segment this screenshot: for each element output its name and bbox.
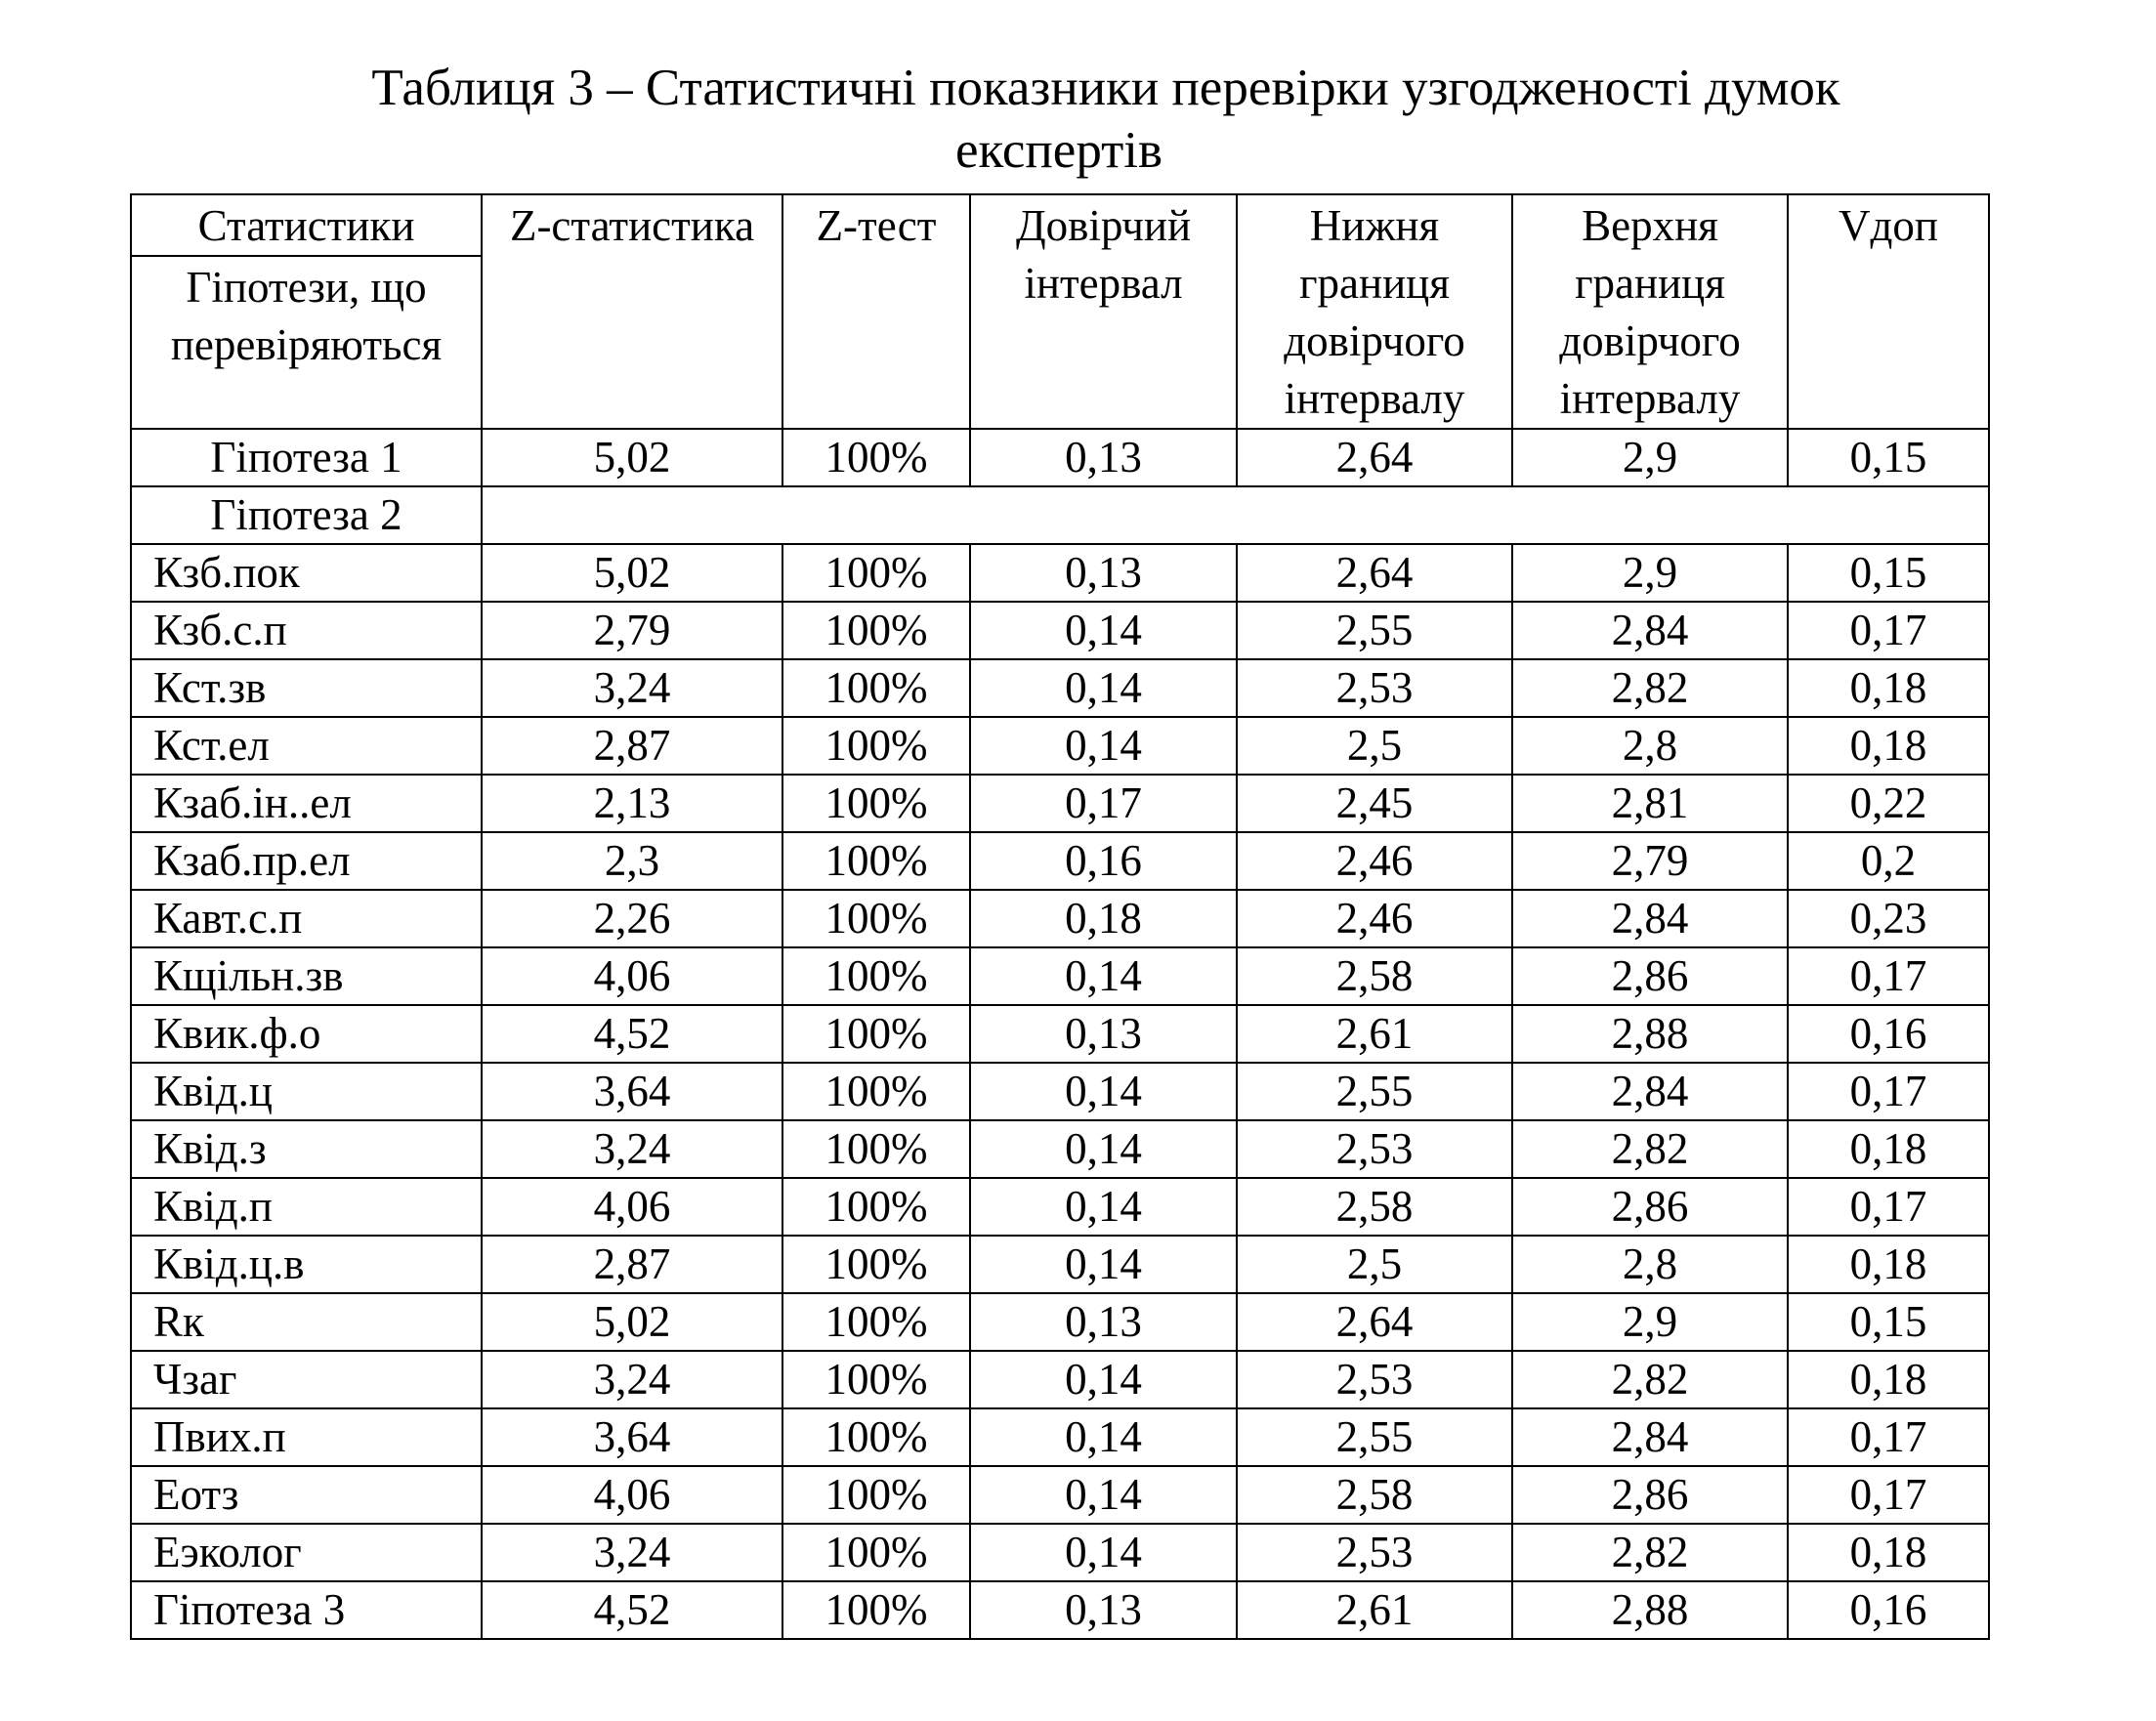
cell-lower-bound: 2,64	[1237, 429, 1512, 486]
table-row	[131, 1293, 1989, 1351]
cell-upper-bound: 2,84	[1512, 602, 1788, 659]
cell-v-dop: 0,2	[1788, 832, 1989, 890]
cell-lower-bound: 2,55	[1237, 602, 1512, 659]
cell-confidence-interval: 0,17	[970, 775, 1237, 832]
statistics-table	[130, 193, 1990, 1640]
cell-v-dop: 0,18	[1788, 1351, 1989, 1408]
cell-v-dop: 0,18	[1788, 659, 1989, 717]
cell-z-test: 100%	[782, 717, 970, 775]
row-label: Гіпотеза 1	[131, 429, 482, 486]
row-label: Квик.ф.о	[131, 1005, 482, 1063]
cell-upper-bound: 2,81	[1512, 775, 1788, 832]
table-row-hypothesis-3	[131, 1581, 1989, 1639]
cell-z-statistic: 3,24	[482, 1351, 782, 1408]
cell-confidence-interval: 0,14	[970, 659, 1237, 717]
cell-lower-bound: 2,64	[1237, 544, 1512, 602]
cell-v-dop: 0,15	[1788, 429, 1989, 486]
cell-z-test: 100%	[782, 832, 970, 890]
header-hypotheses: Гіпотези, що перевіряються	[131, 256, 482, 429]
cell-confidence-interval: 0,14	[970, 1408, 1237, 1466]
table-caption-line-2: експертів	[954, 122, 1163, 179]
cell-z-statistic: 4,06	[482, 947, 782, 1005]
cell-lower-bound: 2,55	[1237, 1408, 1512, 1466]
cell-z-statistic: 2,13	[482, 775, 782, 832]
row-label: Квід.п	[131, 1178, 482, 1236]
cell-confidence-interval: 0,14	[970, 717, 1237, 775]
cell-v-dop: 0,15	[1788, 544, 1989, 602]
cell-z-test: 100%	[782, 1120, 970, 1178]
cell-upper-bound: 2,9	[1512, 544, 1788, 602]
row-label: Кавт.с.п	[131, 890, 482, 947]
cell-upper-bound: 2,8	[1512, 717, 1788, 775]
table-caption-line-1: Таблиця 3 – Статистичні показники перевірки узгодженості думок	[371, 60, 1840, 116]
cell-z-test: 100%	[782, 544, 970, 602]
row-label: Кзаб.пр.ел	[131, 832, 482, 890]
cell-upper-bound: 2,84	[1512, 890, 1788, 947]
table-row	[131, 775, 1989, 832]
header-v-dop: Vдоп	[1788, 194, 1989, 429]
cell-upper-bound: 2,88	[1512, 1005, 1788, 1063]
row-label: Кщільн.зв	[131, 947, 482, 1005]
cell-lower-bound: 2,5	[1237, 717, 1512, 775]
cell-confidence-interval: 0,13	[970, 1581, 1237, 1639]
row-label: Кст.ел	[131, 717, 482, 775]
row-label: Кзб.пок	[131, 544, 482, 602]
cell-v-dop: 0,15	[1788, 1293, 1989, 1351]
cell-v-dop: 0,17	[1788, 947, 1989, 1005]
row-label: Пвих.п	[131, 1408, 482, 1466]
cell-confidence-interval: 0,18	[970, 890, 1237, 947]
header-z-test: Z-тест	[782, 194, 970, 429]
cell-confidence-interval: 0,13	[970, 1005, 1237, 1063]
table-caption	[130, 57, 1988, 182]
row-label: Гіпотеза 2	[131, 486, 482, 544]
cell-v-dop: 0,17	[1788, 1063, 1989, 1120]
cell-upper-bound: 2,79	[1512, 832, 1788, 890]
cell-z-statistic: 5,02	[482, 544, 782, 602]
cell-lower-bound: 2,58	[1237, 1466, 1512, 1524]
cell-confidence-interval: 0,14	[970, 1524, 1237, 1581]
cell-v-dop: 0,23	[1788, 890, 1989, 947]
cell-upper-bound: 2,88	[1512, 1581, 1788, 1639]
cell-upper-bound: 2,82	[1512, 1524, 1788, 1581]
row-label: Квід.ц.в	[131, 1236, 482, 1293]
cell-lower-bound: 2,58	[1237, 947, 1512, 1005]
cell-z-test: 100%	[782, 1236, 970, 1293]
cell-upper-bound: 2,86	[1512, 1466, 1788, 1524]
cell-lower-bound: 2,55	[1237, 1063, 1512, 1120]
cell-lower-bound: 2,46	[1237, 890, 1512, 947]
cell-z-test: 100%	[782, 429, 970, 486]
cell-upper-bound: 2,8	[1512, 1236, 1788, 1293]
cell-confidence-interval: 0,16	[970, 832, 1237, 890]
table-row	[131, 1063, 1989, 1120]
cell-v-dop: 0,16	[1788, 1581, 1989, 1639]
table-row	[131, 1466, 1989, 1524]
cell-z-statistic: 4,06	[482, 1178, 782, 1236]
header-upper-bound: Верхня границя довірчого інтервалу	[1512, 194, 1788, 429]
cell-confidence-interval: 0,13	[970, 1293, 1237, 1351]
cell-z-statistic: 2,3	[482, 832, 782, 890]
row-label: Чзаг	[131, 1351, 482, 1408]
table-row	[131, 947, 1989, 1005]
row-label: Квід.ц	[131, 1063, 482, 1120]
header-row	[131, 194, 1989, 256]
cell-v-dop: 0,18	[1788, 717, 1989, 775]
cell-upper-bound: 2,82	[1512, 1351, 1788, 1408]
row-label: Кзаб.ін..ел	[131, 775, 482, 832]
cell-z-test: 100%	[782, 1466, 970, 1524]
cell-v-dop: 0,18	[1788, 1120, 1989, 1178]
cell-z-statistic: 4,52	[482, 1005, 782, 1063]
table-row	[131, 1178, 1989, 1236]
cell-v-dop: 0,18	[1788, 1524, 1989, 1581]
cell-confidence-interval: 0,14	[970, 602, 1237, 659]
cell-z-statistic: 3,24	[482, 659, 782, 717]
cell-z-test: 100%	[782, 602, 970, 659]
table-row	[131, 890, 1989, 947]
cell-z-statistic: 2,87	[482, 1236, 782, 1293]
cell-upper-bound: 2,84	[1512, 1063, 1788, 1120]
cell-confidence-interval: 0,14	[970, 1120, 1237, 1178]
header-statistics: Статистики	[131, 194, 482, 256]
cell-z-statistic: 3,64	[482, 1063, 782, 1120]
row-label: Кзб.с.п	[131, 602, 482, 659]
row-label: Rк	[131, 1293, 482, 1351]
cell-lower-bound: 2,64	[1237, 1293, 1512, 1351]
cell-z-statistic: 4,06	[482, 1466, 782, 1524]
cell-confidence-interval: 0,13	[970, 429, 1237, 486]
cell-z-statistic: 2,87	[482, 717, 782, 775]
cell-upper-bound: 2,84	[1512, 1408, 1788, 1466]
cell-lower-bound: 2,61	[1237, 1581, 1512, 1639]
cell-upper-bound: 2,86	[1512, 1178, 1788, 1236]
table-row	[131, 717, 1989, 775]
table-row	[131, 1351, 1989, 1408]
cell-confidence-interval: 0,14	[970, 1063, 1237, 1120]
cell-z-test: 100%	[782, 1063, 970, 1120]
cell-lower-bound: 2,5	[1237, 1236, 1512, 1293]
cell-upper-bound: 2,86	[1512, 947, 1788, 1005]
cell-lower-bound: 2,61	[1237, 1005, 1512, 1063]
cell-confidence-interval: 0,13	[970, 544, 1237, 602]
cell-lower-bound: 2,53	[1237, 1524, 1512, 1581]
cell-z-test: 100%	[782, 1178, 970, 1236]
header-z-statistic: Z-статистика	[482, 194, 782, 429]
table-row	[131, 1408, 1989, 1466]
table-row	[131, 602, 1989, 659]
table-row-hypothesis-1	[131, 429, 1989, 486]
cell-confidence-interval: 0,14	[970, 1351, 1237, 1408]
cell-upper-bound: 2,82	[1512, 659, 1788, 717]
cell-v-dop: 0,22	[1788, 775, 1989, 832]
cell-z-statistic: 3,24	[482, 1524, 782, 1581]
header-lower-bound: Нижня границя довірчого інтервалу	[1237, 194, 1512, 429]
cell-z-statistic: 5,02	[482, 1293, 782, 1351]
cell-v-dop: 0,18	[1788, 1236, 1989, 1293]
cell-z-test: 100%	[782, 1524, 970, 1581]
cell-confidence-interval: 0,14	[970, 1236, 1237, 1293]
empty-span-cell	[482, 486, 1989, 544]
cell-z-statistic: 3,24	[482, 1120, 782, 1178]
table-row	[131, 544, 1989, 602]
cell-z-statistic: 5,02	[482, 429, 782, 486]
row-label: Еотз	[131, 1466, 482, 1524]
cell-lower-bound: 2,46	[1237, 832, 1512, 890]
cell-z-test: 100%	[782, 659, 970, 717]
cell-z-test: 100%	[782, 1293, 970, 1351]
cell-lower-bound: 2,58	[1237, 1178, 1512, 1236]
cell-lower-bound: 2,45	[1237, 775, 1512, 832]
cell-z-test: 100%	[782, 1581, 970, 1639]
cell-z-statistic: 3,64	[482, 1408, 782, 1466]
cell-v-dop: 0,17	[1788, 1408, 1989, 1466]
table-row	[131, 1120, 1989, 1178]
table-row-hypothesis-2	[131, 486, 1989, 544]
cell-confidence-interval: 0,14	[970, 1466, 1237, 1524]
cell-lower-bound: 2,53	[1237, 1351, 1512, 1408]
cell-z-statistic: 2,26	[482, 890, 782, 947]
cell-z-test: 100%	[782, 775, 970, 832]
row-label: Еэколог	[131, 1524, 482, 1581]
cell-z-test: 100%	[782, 890, 970, 947]
header-confidence-interval: Довірчий інтервал	[970, 194, 1237, 429]
cell-lower-bound: 2,53	[1237, 1120, 1512, 1178]
cell-z-test: 100%	[782, 1005, 970, 1063]
cell-upper-bound: 2,9	[1512, 429, 1788, 486]
cell-z-statistic: 2,79	[482, 602, 782, 659]
row-label: Гіпотеза 3	[131, 1581, 482, 1639]
row-label: Квід.з	[131, 1120, 482, 1178]
table-row	[131, 1524, 1989, 1581]
cell-z-test: 100%	[782, 947, 970, 1005]
cell-z-test: 100%	[782, 1408, 970, 1466]
cell-confidence-interval: 0,14	[970, 1178, 1237, 1236]
cell-upper-bound: 2,82	[1512, 1120, 1788, 1178]
cell-z-statistic: 4,52	[482, 1581, 782, 1639]
cell-z-test: 100%	[782, 1351, 970, 1408]
cell-lower-bound: 2,53	[1237, 659, 1512, 717]
cell-upper-bound: 2,9	[1512, 1293, 1788, 1351]
table-row	[131, 659, 1989, 717]
cell-v-dop: 0,17	[1788, 1466, 1989, 1524]
row-label: Кст.зв	[131, 659, 482, 717]
cell-v-dop: 0,17	[1788, 602, 1989, 659]
cell-v-dop: 0,17	[1788, 1178, 1989, 1236]
table-row	[131, 1005, 1989, 1063]
cell-confidence-interval: 0,14	[970, 947, 1237, 1005]
table-row	[131, 1236, 1989, 1293]
cell-v-dop: 0,16	[1788, 1005, 1989, 1063]
table-row	[131, 832, 1989, 890]
